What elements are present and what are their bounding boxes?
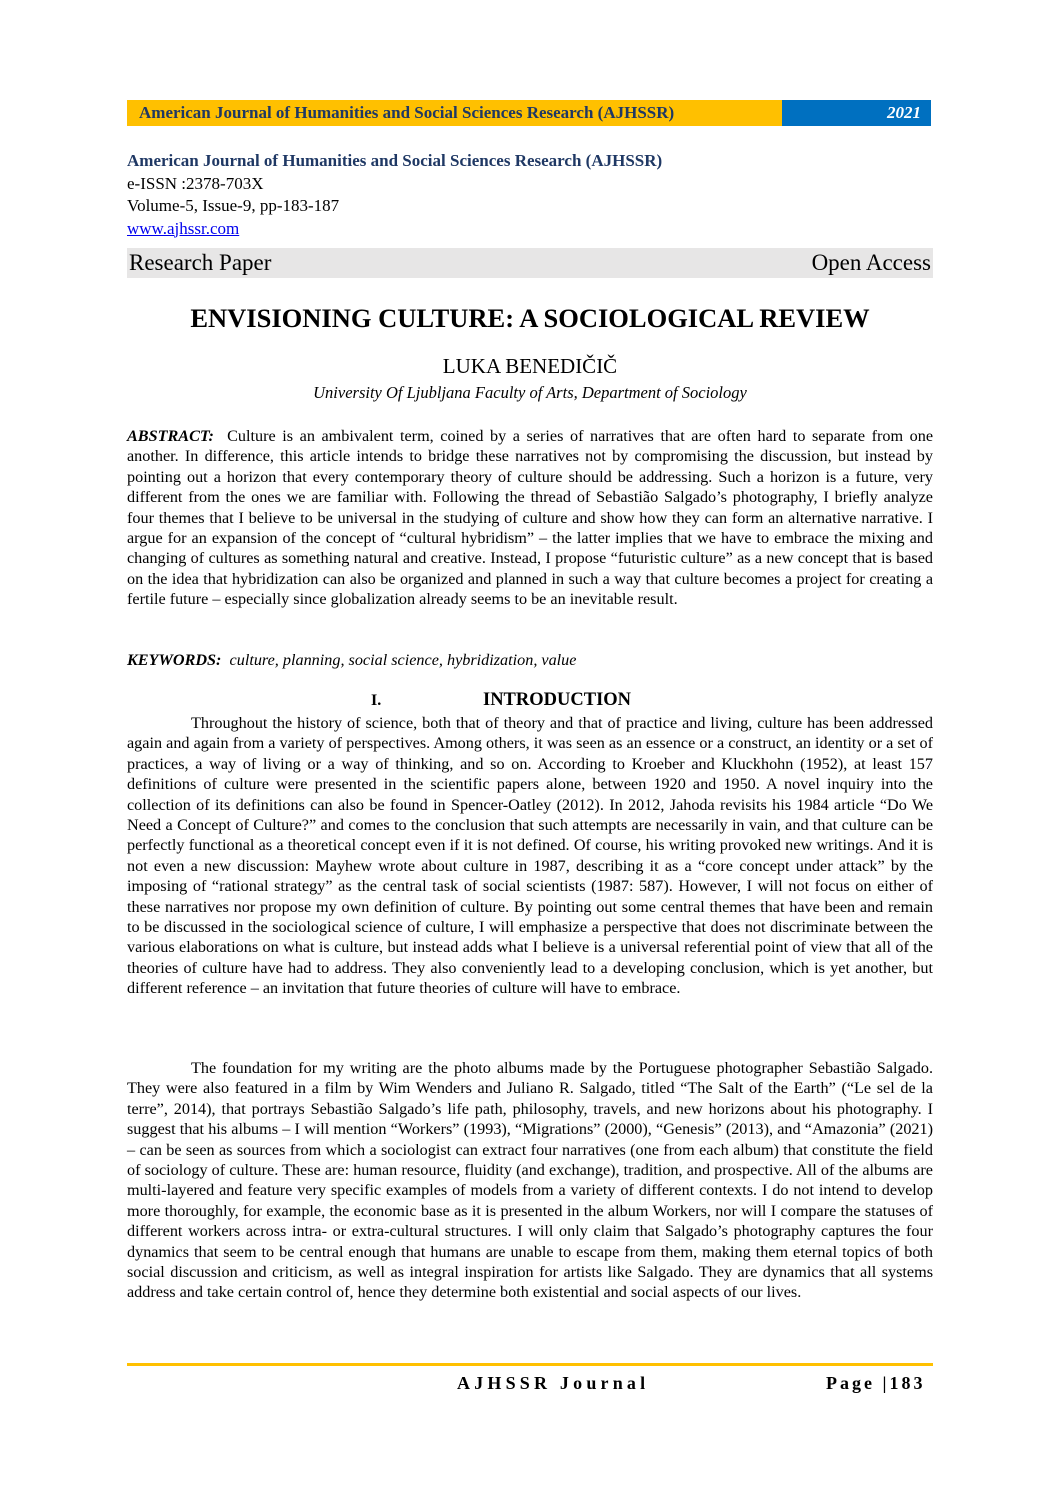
abstract <box>127 426 933 610</box>
keywords-label: KEYWORDS: <box>127 651 222 669</box>
footer-journal: AJHSSR Journal <box>457 1373 650 1393</box>
journal-name: American Journal of Humanities and Social Sciences Research (AJHSSR) <box>127 151 663 170</box>
banner-year: 2021 <box>782 100 931 126</box>
author-affiliation: University Of Ljubljana Faculty of Arts, Department of Sociology <box>313 383 747 402</box>
website-link[interactable]: www.ajhssr.com <box>127 218 240 238</box>
footer-rule <box>127 1363 933 1366</box>
issn: e-ISSN :2378-703X <box>127 173 264 193</box>
page-number: Page |183 <box>826 1373 926 1393</box>
banner-journal-title: American Journal of Humanities and Social Sciences Research (AJHSSR) <box>127 100 782 126</box>
abstract-label: ABSTRACT: <box>127 427 214 445</box>
article-title: ENVISIONING CULTURE: A SOCIOLOGICAL REVIEW <box>190 303 870 333</box>
body-paragraph: Throughout the history of science, both that of theory and that of practice and living, culture has been addressed again and again from a variety of perspectives. Among others, it was seen as an essence or a construct, an identity or a set of practices, a way of living or a way of thinking, and so on. According to Kroeber and Kluckhohn (1952), at least 157 definitions of culture were presented in the scientific papers alone, between 1920 and 1950. A novel inquiry into the collection of its definitions can also be found in Spencer-Oatley (2012). In 2012, Jahoda revisits his 1984 article “Do We Need a Concept of Culture?” and comes to the conclusion that such attempts are necessarily in vain, and that culture can be perfectly functional as a theoretical concept even if it is not defined. Of course, his writing provoked new writings. And it is not even a new discussion: Mayhew wrote about culture in 1987, describing it as a “core concept under attack” by the imposing of “rational strategy” as the central task of social scientists (1987: 587). However, I will not focus on either of these narratives nor propose my own definition of culture. By pointing out some central themes that have been and remain to be discussed in the sociological science of culture, I will emphasize a perspective that does not discriminate between the various elaborations on what is culture, but instead adds what I believe is a universal referential point of view that all of the theories of culture have had to address. They also conveniently lead to a developing conclusion, which is yet another, but different reference – an invitation that future theories of culture will have to embrace. <box>127 714 933 998</box>
access-label: Open Access <box>811 250 931 275</box>
section-number: I. <box>371 692 382 709</box>
body-paragraph: The foundation for my writing are the photo albums made by the Portuguese photographer Sebastião Salgado. They were also featured in a film by Wim Wenders and Juliano R. Salgado, titled “The Salt of the Earth” (“Le sel de la terre”, 2014), that portrays Sebastião Salgado’s life path, philosophy, travels, and new horizons about his photography. I suggest that his albums – I will mention “Workers” (1993), “Migrations” (2000), “Genesis” (2013), and “Amazonia” (2021) – can be seen as sources from which a sociologist can extract four narratives (one from each album) that constitute the field of sociology of culture. These are: human resource, fluidity (and exchange), tradition, and prospective. All of the albums are multi-layered and feature very specific examples of models from a variety of different contexts. I do not intend to develop more thoroughly, for example, the economic base as it is presented in the album Workers, nor will I compare the statuses of different workers across intra- or extra-cultural structures. I will only claim that Salgado’s photography captures the four dynamics that seem to be central enough that humans are unable to escape from them, making them eternal topics of both social discussion and criticism, as well as integral inspiration for artists like Salgado. They are dynamics that all systems address and take certain control of, hence they determine both existential and social aspects of our lives. <box>127 1059 933 1302</box>
author-name: LUKA BENEDIČIČ <box>442 354 618 378</box>
journal-banner <box>127 100 931 126</box>
masthead <box>127 150 933 240</box>
section-title: INTRODUCTION <box>483 690 632 710</box>
paper-type-bar <box>127 248 933 278</box>
paper-type-label: Research Paper <box>129 250 272 275</box>
keywords-text: culture, planning, social science, hybridization, value <box>229 651 577 669</box>
keywords <box>127 650 933 670</box>
abstract-text: Culture is an ambivalent term, coined by a series of narratives that are often hard to separate from one another. In difference, this article intends to bridge these narratives not by compromising the discussion, but instead by pointing out a horizon that every contemporary theory of culture should be addressing. Such a horizon is a future, very different from the ones we are familiar with. Following the thread of Sebastião Salgado’s photography, I briefly analyze four themes that I believe to be universal in the studying of culture and show how they can form an alternative narrative. I argue for an expansion of the concept of “cultural hybridism” – the latter implies that we have to embrace the mixing and changing of cultures as something natural and creative. Instead, I propose “futuristic culture” as a new concept that is based on the idea that hybridization can also be organized and planned in such a way that culture becomes a project for creating a fertile future – especially since globalization already seems to be an inevitable result. <box>127 427 934 609</box>
volume-info: Volume-5, Issue-9, pp-183-187 <box>127 196 340 215</box>
